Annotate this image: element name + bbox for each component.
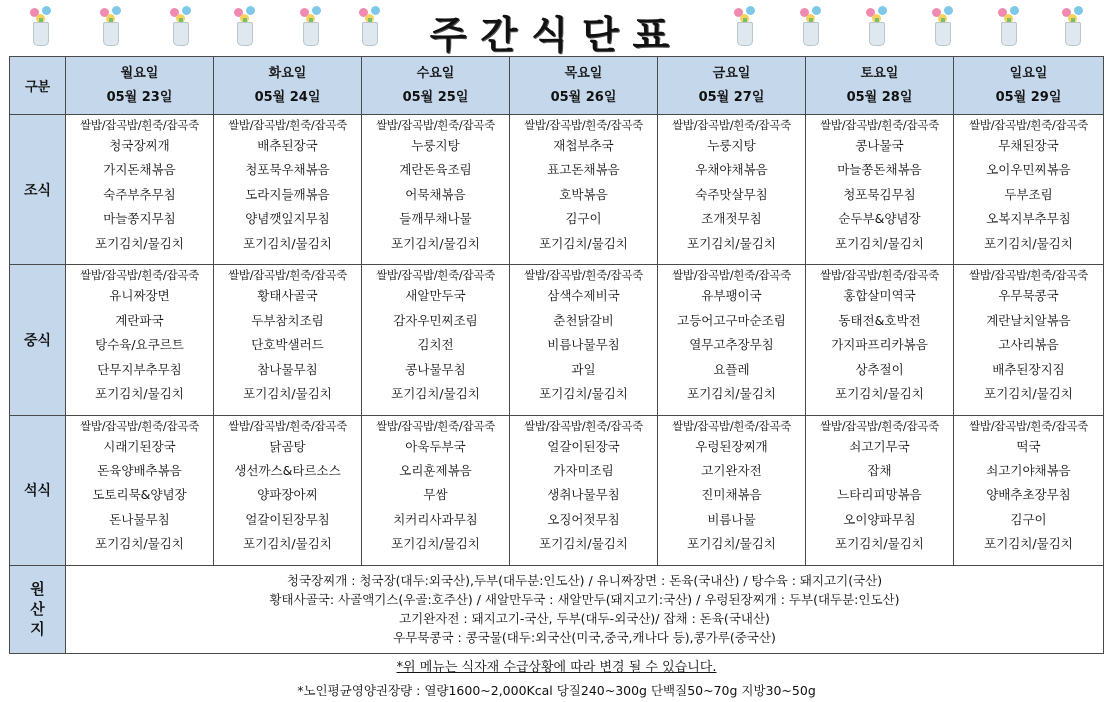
menu-item: 생취나물무침 [547, 487, 620, 503]
nutrition-recommendation: *노인평균영양권장량 : 열량1600~2,000Kcal 당질240~300g 단백질50~70g 지방30~50g [297, 683, 816, 698]
menu-item: 누룽지탕 [411, 138, 460, 154]
menu-item: 들깨무채나물 [399, 211, 472, 227]
menu-item: 배추된장국 [257, 138, 318, 154]
day-name: 토요일 [860, 65, 899, 81]
menu-item: 우무묵콩국 [998, 288, 1059, 304]
menu-item: 어묵채볶음 [405, 186, 466, 202]
menu-item: 양배추초장무침 [986, 487, 1071, 503]
menu-item: 도토리묵&양념장 [92, 487, 187, 503]
menu-item: 떡국 [1016, 438, 1041, 454]
menu-item: 쌀밥/잡곡밥/흰죽/잡곡죽 [969, 268, 1088, 283]
origin-label-char: 원 [30, 580, 45, 599]
menu-item: 열무고추장무침 [689, 337, 774, 353]
menu-cell [658, 115, 806, 265]
meal-label: 조식 [10, 115, 66, 265]
menu-item: 오이양파무침 [843, 511, 916, 527]
menu-item: 유니짜장면 [109, 288, 170, 304]
meal-label: 석식 [10, 415, 66, 565]
menu-item: 도라지들깨볶음 [245, 186, 330, 202]
menu-item: 두부조림 [1004, 186, 1053, 202]
day-date: 05월 26일 [550, 89, 617, 105]
menu-cell [954, 265, 1104, 415]
menu-item: 포기김치/물김치 [243, 235, 332, 251]
menu-item: 숙주부추무침 [103, 186, 176, 202]
menu-item: 누룽지탕 [707, 138, 756, 154]
day-header-tue [214, 57, 362, 115]
menu-item: 포기김치/물김치 [984, 536, 1073, 552]
menu-item: 유부팽이국 [701, 288, 762, 304]
menu-cell [362, 115, 510, 265]
menu-item: 쌀밥/잡곡밥/흰죽/잡곡죽 [672, 268, 791, 283]
menu-item: 계란돈육조림 [399, 162, 472, 178]
menu-item: 양념깻잎지무침 [245, 211, 330, 227]
menu-item: 배추된장지짐 [992, 361, 1065, 377]
menu-cell [510, 115, 658, 265]
menu-item: 감자우민찌조림 [393, 312, 478, 328]
menu-item: 쇠고기야채볶음 [986, 462, 1071, 478]
menu-item: 포기김치/물김치 [539, 235, 628, 251]
menu-item: 참나물무침 [257, 361, 318, 377]
menu-item: 쌀밥/잡곡밥/흰죽/잡곡죽 [80, 268, 199, 283]
menu-item: 계란날치알볶음 [986, 312, 1071, 328]
menu-cell [658, 415, 806, 565]
menu-item: 포기김치/물김치 [687, 385, 776, 401]
day-name: 목요일 [564, 65, 603, 81]
weekly-menu-table [9, 56, 1104, 654]
menu-item: 얼갈이된장국 [547, 438, 620, 454]
menu-item: 닭곰탕 [269, 438, 306, 454]
menu-item: 콩나물무침 [405, 361, 466, 377]
menu-item: 포기김치/물김치 [835, 385, 924, 401]
menu-item: 가지파프리카볶음 [831, 337, 928, 353]
menu-item: 김구이 [1010, 511, 1047, 527]
origin-line: 청국장찌개 : 청국장(대두:외국산),두부(대두분:인도산) / 유니짜장면 : 돈육(국내산) / 탕수육 : 돼지고기(국산) [286, 573, 883, 589]
menu-item: 돈나물무침 [109, 511, 170, 527]
menu-item: 쌀밥/잡곡밥/흰죽/잡곡죽 [820, 418, 939, 433]
day-date: 05월 28일 [846, 89, 913, 105]
day-name: 일요일 [1009, 65, 1048, 81]
menu-item: 고기완자전 [701, 462, 762, 478]
menu-item: 포기김치/물김치 [687, 536, 776, 552]
menu-item: 숙주맛살무침 [695, 186, 768, 202]
menu-item: 생선까스&타르소스 [234, 462, 341, 478]
menu-item: 마늘쫑지무침 [103, 211, 176, 227]
menu-item: 고사리볶음 [998, 337, 1059, 353]
menu-item: 춘천닭갈비 [553, 312, 614, 328]
menu-cell [954, 115, 1104, 265]
menu-item: 쌀밥/잡곡밥/흰죽/잡곡죽 [820, 268, 939, 283]
header-row [10, 57, 1104, 115]
menu-item: 요플레 [713, 361, 750, 377]
menu-cell [66, 265, 214, 415]
menu-cell [66, 115, 214, 265]
menu-item: 우채야채볶음 [695, 162, 768, 178]
menu-item: 쌀밥/잡곡밥/흰죽/잡곡죽 [80, 418, 199, 433]
menu-item: 쌀밥/잡곡밥/흰죽/잡곡죽 [672, 418, 791, 433]
origin-row [10, 565, 1104, 653]
menu-item: 쌀밥/잡곡밥/흰죽/잡곡죽 [80, 118, 199, 133]
menu-item: 표고돈채볶음 [547, 162, 620, 178]
menu-item: 무채된장국 [998, 138, 1059, 154]
menu-item: 포기김치/물김치 [243, 536, 332, 552]
menu-item: 호박볶음 [559, 186, 608, 202]
day-header-sun [954, 57, 1104, 115]
menu-item: 포기김치/물김치 [539, 385, 628, 401]
day-header-fri [658, 57, 806, 115]
menu-item: 쌀밥/잡곡밥/흰죽/잡곡죽 [524, 418, 643, 433]
menu-item: 단무지부추무침 [97, 361, 182, 377]
meal-row-breakfast [10, 115, 1104, 265]
menu-item: 오리훈제볶음 [399, 462, 472, 478]
origin-label [10, 565, 66, 653]
menu-item: 쌀밥/잡곡밥/흰죽/잡곡죽 [969, 418, 1088, 433]
menu-cell [658, 265, 806, 415]
menu-item: 쌀밥/잡곡밥/흰죽/잡곡죽 [228, 268, 347, 283]
menu-item: 포기김치/물김치 [243, 385, 332, 401]
menu-item: 탕수육/요쿠르트 [95, 337, 184, 353]
menu-item: 포기김치/물김치 [391, 536, 480, 552]
menu-item: 오징어젓무침 [547, 511, 620, 527]
menu-item: 김치전 [417, 337, 454, 353]
menu-cell [806, 415, 954, 565]
menu-item: 계란파국 [115, 312, 164, 328]
menu-item: 포기김치/물김치 [391, 385, 480, 401]
menu-item: 상추절이 [855, 361, 904, 377]
menu-item: 청포묵우채볶음 [245, 162, 330, 178]
day-name: 월요일 [120, 65, 159, 81]
menu-item: 포기김치/물김치 [95, 536, 184, 552]
menu-item: 비름나물 [707, 511, 756, 527]
menu-cell [954, 415, 1104, 565]
menu-item: 단호박샐러드 [251, 337, 324, 353]
menu-item: 새알만두국 [405, 288, 466, 304]
menu-cell [214, 115, 362, 265]
meal-row-dinner [10, 415, 1104, 565]
menu-item: 느타리피망볶음 [837, 487, 922, 503]
menu-item: 황태사골국 [257, 288, 318, 304]
menu-item: 우렁된장찌개 [695, 438, 768, 454]
day-date: 05월 23일 [106, 89, 173, 105]
menu-item: 과일 [571, 361, 596, 377]
menu-cell [510, 265, 658, 415]
menu-item: 재첩부추국 [553, 138, 614, 154]
day-name: 화요일 [268, 65, 307, 81]
day-header-thu [510, 57, 658, 115]
menu-item: 쌀밥/잡곡밥/흰죽/잡곡죽 [820, 118, 939, 133]
origin-line: 황태사골국: 사골액기스(우골:호주산) / 새알만두국 : 새알만두(돼지고기:국산) / 우렁된장찌개 : 두부(대두분:인도산) [269, 592, 900, 608]
menu-cell [510, 415, 658, 565]
menu-cell [66, 415, 214, 565]
menu-item: 청국장찌개 [109, 138, 170, 154]
menu-item: 무쌈 [423, 487, 448, 503]
menu-item: 포기김치/물김치 [984, 385, 1073, 401]
day-date: 05월 29일 [995, 89, 1062, 105]
menu-item: 가자미조림 [553, 462, 614, 478]
menu-item: 고등어고구마순조림 [677, 312, 786, 328]
menu-item: 홍합살미역국 [843, 288, 916, 304]
menu-item: 잡채 [867, 462, 892, 478]
menu-item: 양파장아찌 [257, 487, 318, 503]
menu-cell [806, 115, 954, 265]
day-date: 05월 25일 [402, 89, 469, 105]
menu-item: 두부참치조림 [251, 312, 324, 328]
menu-item: 쌀밥/잡곡밥/흰죽/잡곡죽 [524, 268, 643, 283]
menu-item: 비름나물무침 [547, 337, 620, 353]
menu-item: 김구이 [565, 211, 602, 227]
origin-label-char: 지 [30, 620, 45, 639]
menu-item: 포기김치/물김치 [539, 536, 628, 552]
menu-item: 포기김치/물김치 [95, 385, 184, 401]
menu-item: 삼색수제비국 [547, 288, 620, 304]
menu-item: 포기김치/물김치 [835, 536, 924, 552]
menu-item: 오복지부추무침 [986, 211, 1071, 227]
menu-item: 쌀밥/잡곡밥/흰죽/잡곡죽 [376, 268, 495, 283]
day-header-sat [806, 57, 954, 115]
menu-item: 콩나물국 [855, 138, 904, 154]
menu-cell [362, 265, 510, 415]
menu-item: 조개젓무침 [701, 211, 762, 227]
category-header: 구분 [10, 57, 66, 115]
menu-item: 쌀밥/잡곡밥/흰죽/잡곡죽 [376, 418, 495, 433]
meal-row-lunch [10, 265, 1104, 415]
menu-item: 쌀밥/잡곡밥/흰죽/잡곡죽 [228, 118, 347, 133]
menu-item: 돈육양배추볶음 [97, 462, 182, 478]
menu-change-notice: *위 메뉴는 식자재 수급상황에 따라 변경 될 수 있습니다. [396, 660, 717, 675]
menu-item: 쇠고기무국 [849, 438, 910, 454]
day-date: 05월 27일 [698, 89, 765, 105]
origin-line: 고기완자전 : 돼지고기-국산, 두부(대두-외국산)/ 잡채 : 돈육(국내산) [399, 611, 770, 627]
day-header-mon [66, 57, 214, 115]
menu-item: 포기김치/물김치 [95, 235, 184, 251]
day-date: 05월 24일 [254, 89, 321, 105]
origin-info [66, 565, 1104, 653]
menu-item: 쌀밥/잡곡밥/흰죽/잡곡죽 [969, 118, 1088, 133]
meal-label: 중식 [10, 265, 66, 415]
menu-item: 포기김치/물김치 [391, 235, 480, 251]
menu-item: 치커리사과무침 [393, 511, 478, 527]
menu-item: 아욱두부국 [405, 438, 466, 454]
page-title: 주간식단표 [429, 13, 684, 57]
menu-item: 포기김치/물김치 [687, 235, 776, 251]
menu-item: 청포묵김무침 [843, 186, 916, 202]
menu-item: 마늘쫑돈채볶음 [837, 162, 922, 178]
page-header [0, 0, 1113, 57]
menu-item: 시래기된장국 [103, 438, 176, 454]
menu-item: 포기김치/물김치 [835, 235, 924, 251]
day-header-wed [362, 57, 510, 115]
menu-item: 쌀밥/잡곡밥/흰죽/잡곡죽 [672, 118, 791, 133]
origin-label-char: 산 [30, 600, 45, 619]
menu-item: 진미채볶음 [701, 487, 762, 503]
menu-item: 쌀밥/잡곡밥/흰죽/잡곡죽 [376, 118, 495, 133]
menu-item: 동태전&호박전 [838, 312, 921, 328]
menu-cell [214, 415, 362, 565]
menu-item: 쌀밥/잡곡밥/흰죽/잡곡죽 [524, 118, 643, 133]
menu-item: 가지돈채볶음 [103, 162, 176, 178]
day-name: 수요일 [416, 65, 455, 81]
menu-item: 오이우민찌볶음 [986, 162, 1071, 178]
menu-item: 얼갈이된장무침 [245, 511, 330, 527]
origin-line: 우무묵콩국 : 콩국물(대두:외국산(미국,중국,캐나다 등),콩가루(중국산) [393, 630, 776, 646]
menu-item: 쌀밥/잡곡밥/흰죽/잡곡죽 [228, 418, 347, 433]
day-name: 금요일 [712, 65, 751, 81]
menu-cell [214, 265, 362, 415]
menu-item: 포기김치/물김치 [984, 235, 1073, 251]
menu-cell [362, 415, 510, 565]
menu-cell [806, 265, 954, 415]
menu-item: 순두부&양념장 [838, 211, 921, 227]
